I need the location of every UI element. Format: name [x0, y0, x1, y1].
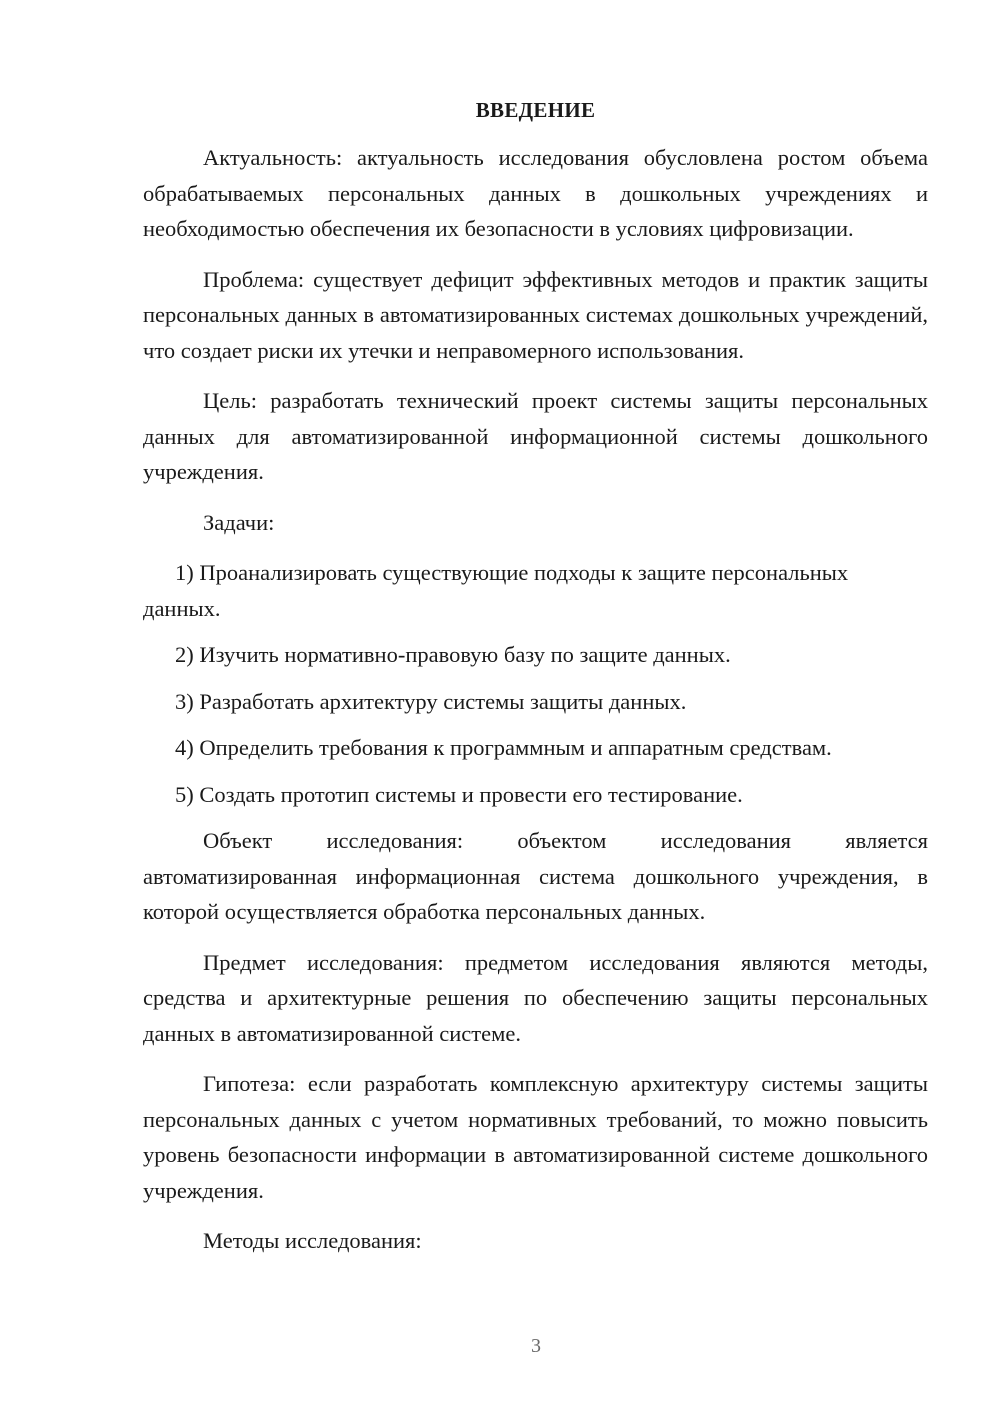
- task-item-5: 5) Создать прототип системы и провести его тестирование.: [175, 781, 743, 807]
- task-item-2: 2) Изучить нормативно-правовую базу по защите данных.: [175, 642, 731, 667]
- paragraph-subject: Предмет исследования: предметом исследования являются методы, средства и архитектурные решения по обеспечению защиты персональных данных в автоматизированной системе.: [143, 949, 928, 1046]
- paragraph-goal: Цель: разработать технический проект системы защиты персональных данных для автоматизированной информационной системы дошкольного учреждения.: [143, 388, 928, 484]
- paragraph-object: Объект исследования: объектом исследования является автоматизированная информационная система дошкольного учреждения, в которой осуществляется обработка персональных данных.: [143, 828, 928, 924]
- task-item-4: 4) Определить требования к программным и аппаратным средствам.: [175, 735, 832, 760]
- task-item-3: 3) Разработать архитектуру системы защиты данных.: [175, 688, 687, 714]
- document-page: [143, 96, 928, 1274]
- paragraph-problem: Проблема: существует дефицит эффективных методов и практик защиты персональных данных в автоматизированных системах дошкольных учреждений, что создает риски их утечки и неправомерного использования.: [143, 266, 928, 363]
- page-title: ВВЕДЕНИЕ: [475, 98, 596, 122]
- paragraph-hypothesis: Гипотеза: если разработать комплексную архитектуру системы защиты персональных данных с учетом нормативных требований, то можно повысить уровень безопасности информации в автоматизированной системе дошкольного учреждения.: [143, 1071, 928, 1203]
- task-list: [143, 555, 928, 812]
- paragraph-methods: Методы исследования:: [203, 1228, 422, 1253]
- page-number: 3: [531, 1335, 541, 1357]
- tasks-heading: Задачи:: [203, 509, 275, 535]
- task-item-1: 1) Проанализировать существующие подходы к защите персональных данных.: [143, 560, 849, 621]
- paragraph-relevance: Актуальность: актуальность исследования обусловлена ростом объема обрабатываемых персональных данных в дошкольных учреждениях и необходимостью обеспечения их безопасности в условиях цифровизации.: [143, 145, 928, 241]
